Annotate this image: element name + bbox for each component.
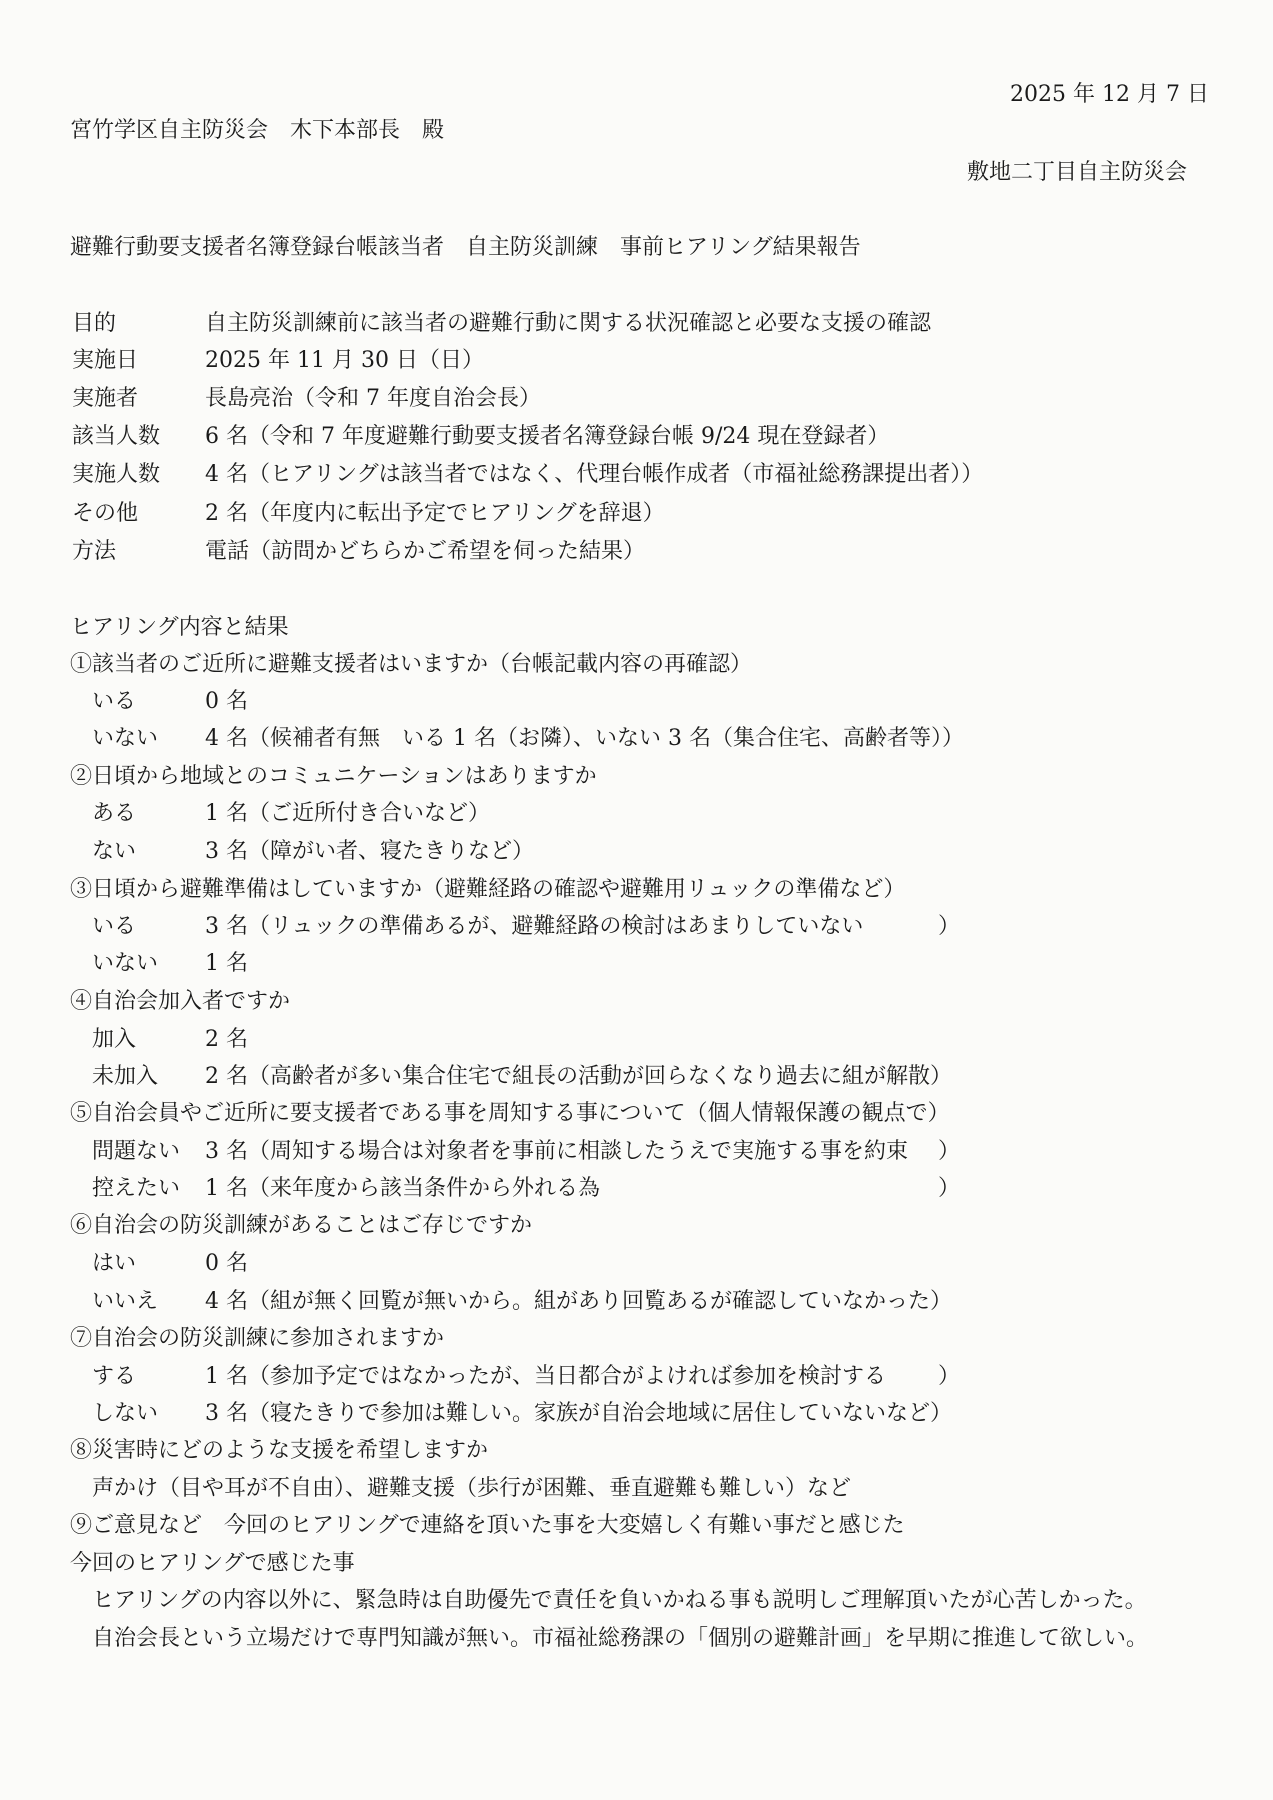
question-7: ⑦自治会の防災訓練に参加されますか (70, 1326, 445, 1351)
q7-option-close: ） (938, 1364, 961, 1389)
q2-option-value: 1 名（ご近所付き合いなど） (205, 801, 490, 826)
overview-label-purpose: 目的 (72, 311, 117, 336)
overview-value-method: 電話（訪問かどちらかご希望を伺った結果） (205, 539, 646, 564)
q3-option-value: 3 名（リュックの準備あるが、避難経路の検討はあまりしていない (205, 914, 864, 939)
report-title: 避難行動要支援者名簿登録台帳該当者 自主防災訓練 事前ヒアリング結果報告 (70, 235, 861, 260)
q3-option-close: ） (938, 914, 961, 939)
q7-option-label: しない (92, 1401, 159, 1426)
q1-option-value: 0 名 (205, 689, 248, 714)
q6-option-value: 0 名 (205, 1251, 248, 1276)
q5-option-close: ） (938, 1176, 961, 1201)
q2-option-value: 3 名（障がい者、寝たきりなど） (205, 839, 534, 864)
question-2: ②日頃から地域とのコミュニケーションはありますか (70, 764, 597, 789)
q7-option-value: 3 名（寝たきりで参加は難しい。家族が自治会地域に居住していないなど） (205, 1401, 952, 1426)
q1-option-label: いる (92, 689, 137, 714)
overview-value-purpose: 自主防災訓練前に該当者の避難行動に関する状況確認と必要な支援の確認 (205, 311, 932, 336)
impressions-heading: 今回のヒアリングで感じた事 (70, 1551, 355, 1576)
question-5: ⑤自治会員やご近所に要支援者である事を周知する事について（個人情報保護の観点で） (70, 1101, 950, 1126)
q6-option-value: 4 名（組が無く回覧が無いから。組があり回覧あるが確認していなかった） (205, 1289, 952, 1314)
q8-answer: 声かけ（目や耳が不自由）、避難支援（歩行が困難、垂直避難も難しい）など (92, 1476, 852, 1501)
report-date: 2025 年 12 月 7 日 (1010, 82, 1209, 107)
question-9: ⑨ご意見など 今回のヒアリングで連絡を頂いた事を大変嬉しく有難い事だと感じた (70, 1513, 905, 1538)
impressions-line: 自治会長という立場だけで専門知識が無い。市福祉総務課の「個別の避難計画」を早期に推進して欲しい。 (92, 1626, 1149, 1651)
q4-option-value: 2 名（高齢者が多い集合住宅で組長の活動が回らなくなり過去に組が解散） (205, 1064, 952, 1089)
addressee: 宮竹学区自主防災会 木下本部長 殿 (70, 118, 445, 143)
q2-option-label: ある (92, 801, 137, 826)
overview-label-method: 方法 (72, 539, 117, 564)
overview-value-date: 2025 年 11 月 30 日（日） (205, 348, 484, 373)
q3-option-label: いる (92, 914, 137, 939)
overview-label-conducted: 実施人数 (72, 462, 161, 487)
question-1: ①該当者のご近所に避難支援者はいますか（台帳記載内容の再確認） (70, 652, 753, 677)
sender: 敷地二丁目自主防災会 (967, 160, 1188, 185)
overview-value-conducted: 4 名（ヒアリングは該当者ではなく、代理台帳作成者（市福祉総務課提出者）） (205, 462, 984, 487)
q5-option-label: 問題ない (92, 1139, 181, 1164)
overview-value-implementer: 長島亮治（令和 7 年度自治会長） (205, 386, 541, 411)
overview-label-eligible: 該当人数 (72, 424, 161, 449)
overview-label-implementer: 実施者 (72, 386, 139, 411)
question-4: ④自治会加入者ですか (70, 989, 291, 1014)
q6-option-label: いいえ (92, 1289, 159, 1314)
impressions-line: ヒアリングの内容以外に、緊急時は自助優先で責任を負いかねる事も説明しご理解頂いたが心苦しかった。 (92, 1588, 1147, 1613)
q1-option-label: いない (92, 726, 159, 751)
overview-label-date: 実施日 (72, 348, 139, 373)
q5-option-label: 控えたい (92, 1176, 181, 1201)
q4-option-value: 2 名 (205, 1027, 248, 1052)
q5-option-value: 3 名（周知する場合は対象者を事前に相談したうえで実施する事を約束 (205, 1139, 908, 1164)
q5-option-close: ） (938, 1139, 961, 1164)
question-8: ⑧災害時にどのような支援を希望しますか (70, 1438, 489, 1463)
overview-value-other: 2 名（年度内に転出予定でヒアリングを辞退） (205, 501, 665, 526)
q4-option-label: 未加入 (92, 1064, 159, 1089)
q3-option-value: 1 名 (205, 951, 248, 976)
question-6: ⑥自治会の防災訓練があることはご存じですか (70, 1213, 533, 1238)
results-heading: ヒアリング内容と結果 (70, 615, 289, 640)
q4-option-label: 加入 (92, 1027, 137, 1052)
q7-option-label: する (92, 1364, 137, 1389)
q3-option-label: いない (92, 951, 159, 976)
q1-option-value: 4 名（候補者有無 いる 1 名（お隣）、いない 3 名（集合住宅、高齢者等）） (205, 726, 964, 751)
q5-option-value: 1 名（来年度から該当条件から外れる為 (205, 1176, 600, 1201)
question-3: ③日頃から避難準備はしていますか（避難経路の確認や避難用リュックの準備など） (70, 877, 906, 902)
q2-option-label: ない (92, 839, 137, 864)
overview-value-eligible: 6 名（令和 7 年度避難行動要支援者名簿登録台帳 9/24 現在登録者） (205, 424, 890, 449)
overview-label-other: その他 (72, 501, 139, 526)
q6-option-label: はい (92, 1251, 137, 1276)
q7-option-value: 1 名（参加予定ではなかったが、当日都合がよければ参加を検討する (205, 1364, 886, 1389)
